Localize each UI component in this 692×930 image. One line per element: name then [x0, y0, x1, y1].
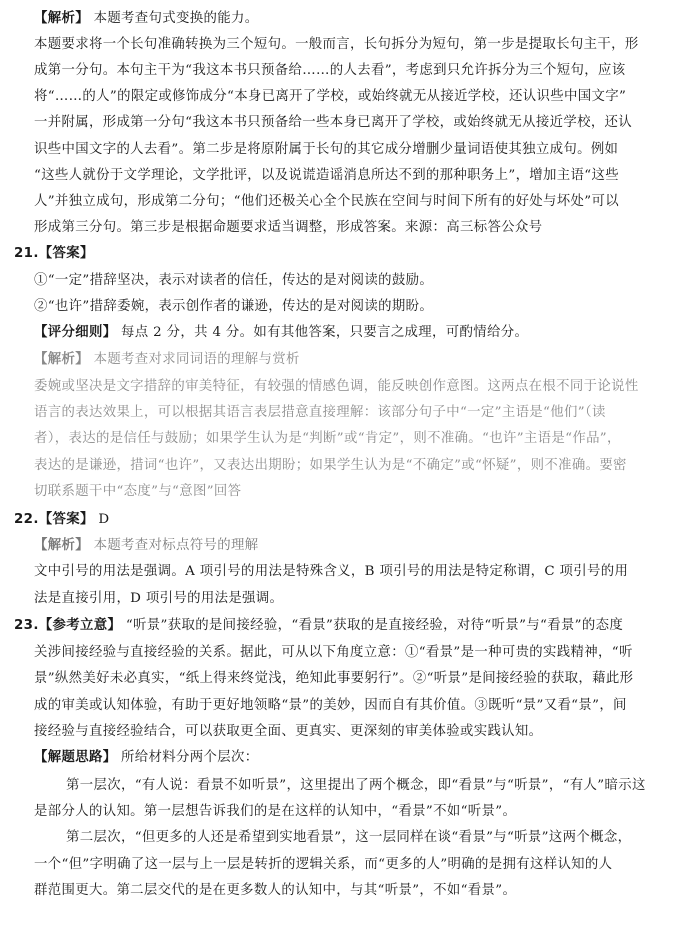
line-text: 形成第三分句。第三步是根据命题要求适当调整，形成答案。来源：高三标答公众号 [34, 220, 543, 235]
line-text: 接经验与直接经验结合，可以获取更全面、更真实、更深刻的审美体验或实践认知。 [34, 724, 543, 739]
question-number: 23. [14, 618, 39, 633]
text-line [34, 167, 674, 185]
line-text: D [93, 512, 110, 527]
text-line [34, 114, 674, 132]
text-line [34, 36, 674, 54]
section-tag: 【解析】 [34, 11, 89, 26]
line-text: “听景”获取的是间接经验，“看景”获取的是直接经验，对待“听景”与“看景”的态度 [121, 618, 624, 633]
text-line [34, 803, 674, 821]
section-tag: 【答案】 [38, 512, 94, 527]
text-line [34, 697, 674, 715]
text-line [34, 324, 674, 342]
line-text: 第二层次，“但更多的人还是希望到实地看景”，这一层同样在谈“看景”与“听景”这两个概念， [66, 830, 632, 845]
text-line [34, 723, 674, 741]
line-text: 所给材料分两个层次： [116, 750, 259, 765]
line-text: 切联系题干中“态度”与“意图”回答 [34, 484, 242, 499]
text-line [14, 245, 654, 263]
section-tag: 【参考立意】 [38, 618, 122, 633]
line-text: 一并附属，形成第一分句“我这本书只预备给一些本身已离开了学校，或始终就无从接近学校，还认 [34, 115, 633, 130]
question-number: 21. [14, 246, 39, 261]
section-tag: 【解析】 [34, 538, 89, 553]
text-line [34, 882, 674, 900]
line-text: 委婉或坚决是文字措辞的审美特征，有较强的情感色调，能反映创作意图。这两点在根不同于论说性 [34, 379, 639, 394]
text-line [34, 298, 674, 316]
text-line [34, 749, 674, 767]
text-line [34, 219, 674, 237]
text-line [34, 10, 674, 28]
text-line [34, 378, 674, 396]
line-text: 关涉间接经验与直接经验的关系。据此，可从以下角度立意：①“看景”是一种可贵的实践精神，“听 [34, 645, 633, 660]
line-text: 本题考查对标点符号的理解 [88, 538, 259, 553]
text-line [34, 62, 674, 80]
text-line [34, 670, 674, 688]
line-text: ①“一定”措辞坚决，表示对读者的信任，传达的是对阅读的鼓励。 [34, 273, 434, 288]
text-line [34, 430, 674, 448]
text-line [34, 563, 674, 581]
line-text: 人”并独立成句，形成第二分句；“他们还极关心全个民族在空间与时间下所有的好处与坏处”可以 [34, 194, 619, 209]
line-text: 本题考查对求同词语的理解与赏析 [88, 352, 300, 367]
line-text: 将“……的人”的限定或修饰成分“本身已离开了学校，或始终就无从接近学校，还认识些中国文字” [34, 89, 627, 104]
text-line [34, 644, 674, 662]
line-text: 本题要求将一个长句准确转换为三个短句。一般而言，长句拆分为短句，第一步是提取长句主干，形 [34, 37, 639, 52]
text-line [34, 351, 674, 369]
text-line [14, 511, 654, 529]
line-text: 成的审美或认知体验，有助于更好地领略“景”的美妙，因而自有其价值。③既听“景”又看“景”，间 [34, 698, 627, 713]
line-text: 表达的是谦逊，措词“也许”，又表达出期盼；如果学生认为是“不确定”或“怀疑”，则不准确。要密 [34, 458, 627, 473]
line-text: 景”纵然美好未必真实，“纸上得来终觉浅，绝知此事要躬行”。②“听景”是间接经验的获取，藉此形 [34, 671, 634, 686]
text-line [34, 193, 674, 211]
section-tag: 【解析】 [34, 352, 89, 367]
line-text: 成第一分句。本句主干为“我这本书只预备给……的人去看”，考虑到只允许拆分为三个短句，应该 [34, 63, 626, 78]
section-tag: 【解题思路】 [34, 750, 117, 765]
text-line [34, 141, 674, 159]
text-line [34, 88, 674, 106]
line-text: 是部分人的认知。第一层想告诉我们的是在这样的认知中，“看景”不如“听景”。 [34, 804, 517, 819]
line-text: 本题考查句式变换的能力。 [88, 11, 259, 26]
line-text: 一个“但”字明确了这一层与上一层是转折的逻辑关系，而“更多的人”明确的是拥有这样认知的人 [34, 857, 613, 872]
line-text: 文中引号的用法是强调。A 项引号的用法是特殊含义，B 项引号的用法是特定称谓，C 项引号的用 [34, 564, 629, 579]
text-line [34, 856, 674, 874]
question-number: 22. [14, 512, 39, 527]
text-line [34, 457, 674, 475]
text-line [66, 777, 692, 795]
line-text: 法是直接引用，D 项引号的用法是强调。 [34, 591, 284, 606]
line-text: “这些人就份于文学理论，文学批评，以及说谎造谣消息所达不到的那种职务上”，增加主语“这些 [34, 168, 619, 183]
line-text: 每点 2 分，共 4 分。如有其他答案，只要言之成理，可酌情给分。 [116, 325, 529, 340]
text-line [66, 829, 692, 847]
section-tag: 【评分细则】 [34, 325, 117, 340]
text-line [34, 272, 674, 290]
text-line [34, 404, 674, 422]
line-text: 第一层次，“有人说：看景不如听景”，这里提出了两个概念，即“看景”与“听景”，“有人”暗示这 [66, 778, 646, 793]
text-line [34, 590, 674, 608]
line-text: 语言的表达效果上，可以根据其语言表层措意直接理解：该部分句子中“一定”主语是“他们”（读 [34, 405, 606, 420]
line-text: 识些中国文字的人去看”。第二步是将原附属于长句的其它成分增删少量词语使其独立成句。例如 [34, 142, 619, 157]
text-line [34, 483, 674, 501]
text-line [14, 617, 654, 635]
text-line [34, 537, 674, 555]
line-text: ②“也许”措辞委婉，表示创作者的谦逊，传达的是对阅读的期盼。 [34, 299, 434, 314]
section-tag: 【答案】 [38, 246, 94, 261]
line-text: 群范围更大。第二层交代的是在更多数人的认知中，与其“听景”，不如“看景”。 [34, 883, 517, 898]
line-text: 者），表达的是信任与鼓励；如果学生认为是“判断”或“肯定”，则不准确。“也许”主语是“作品”， [34, 431, 621, 446]
